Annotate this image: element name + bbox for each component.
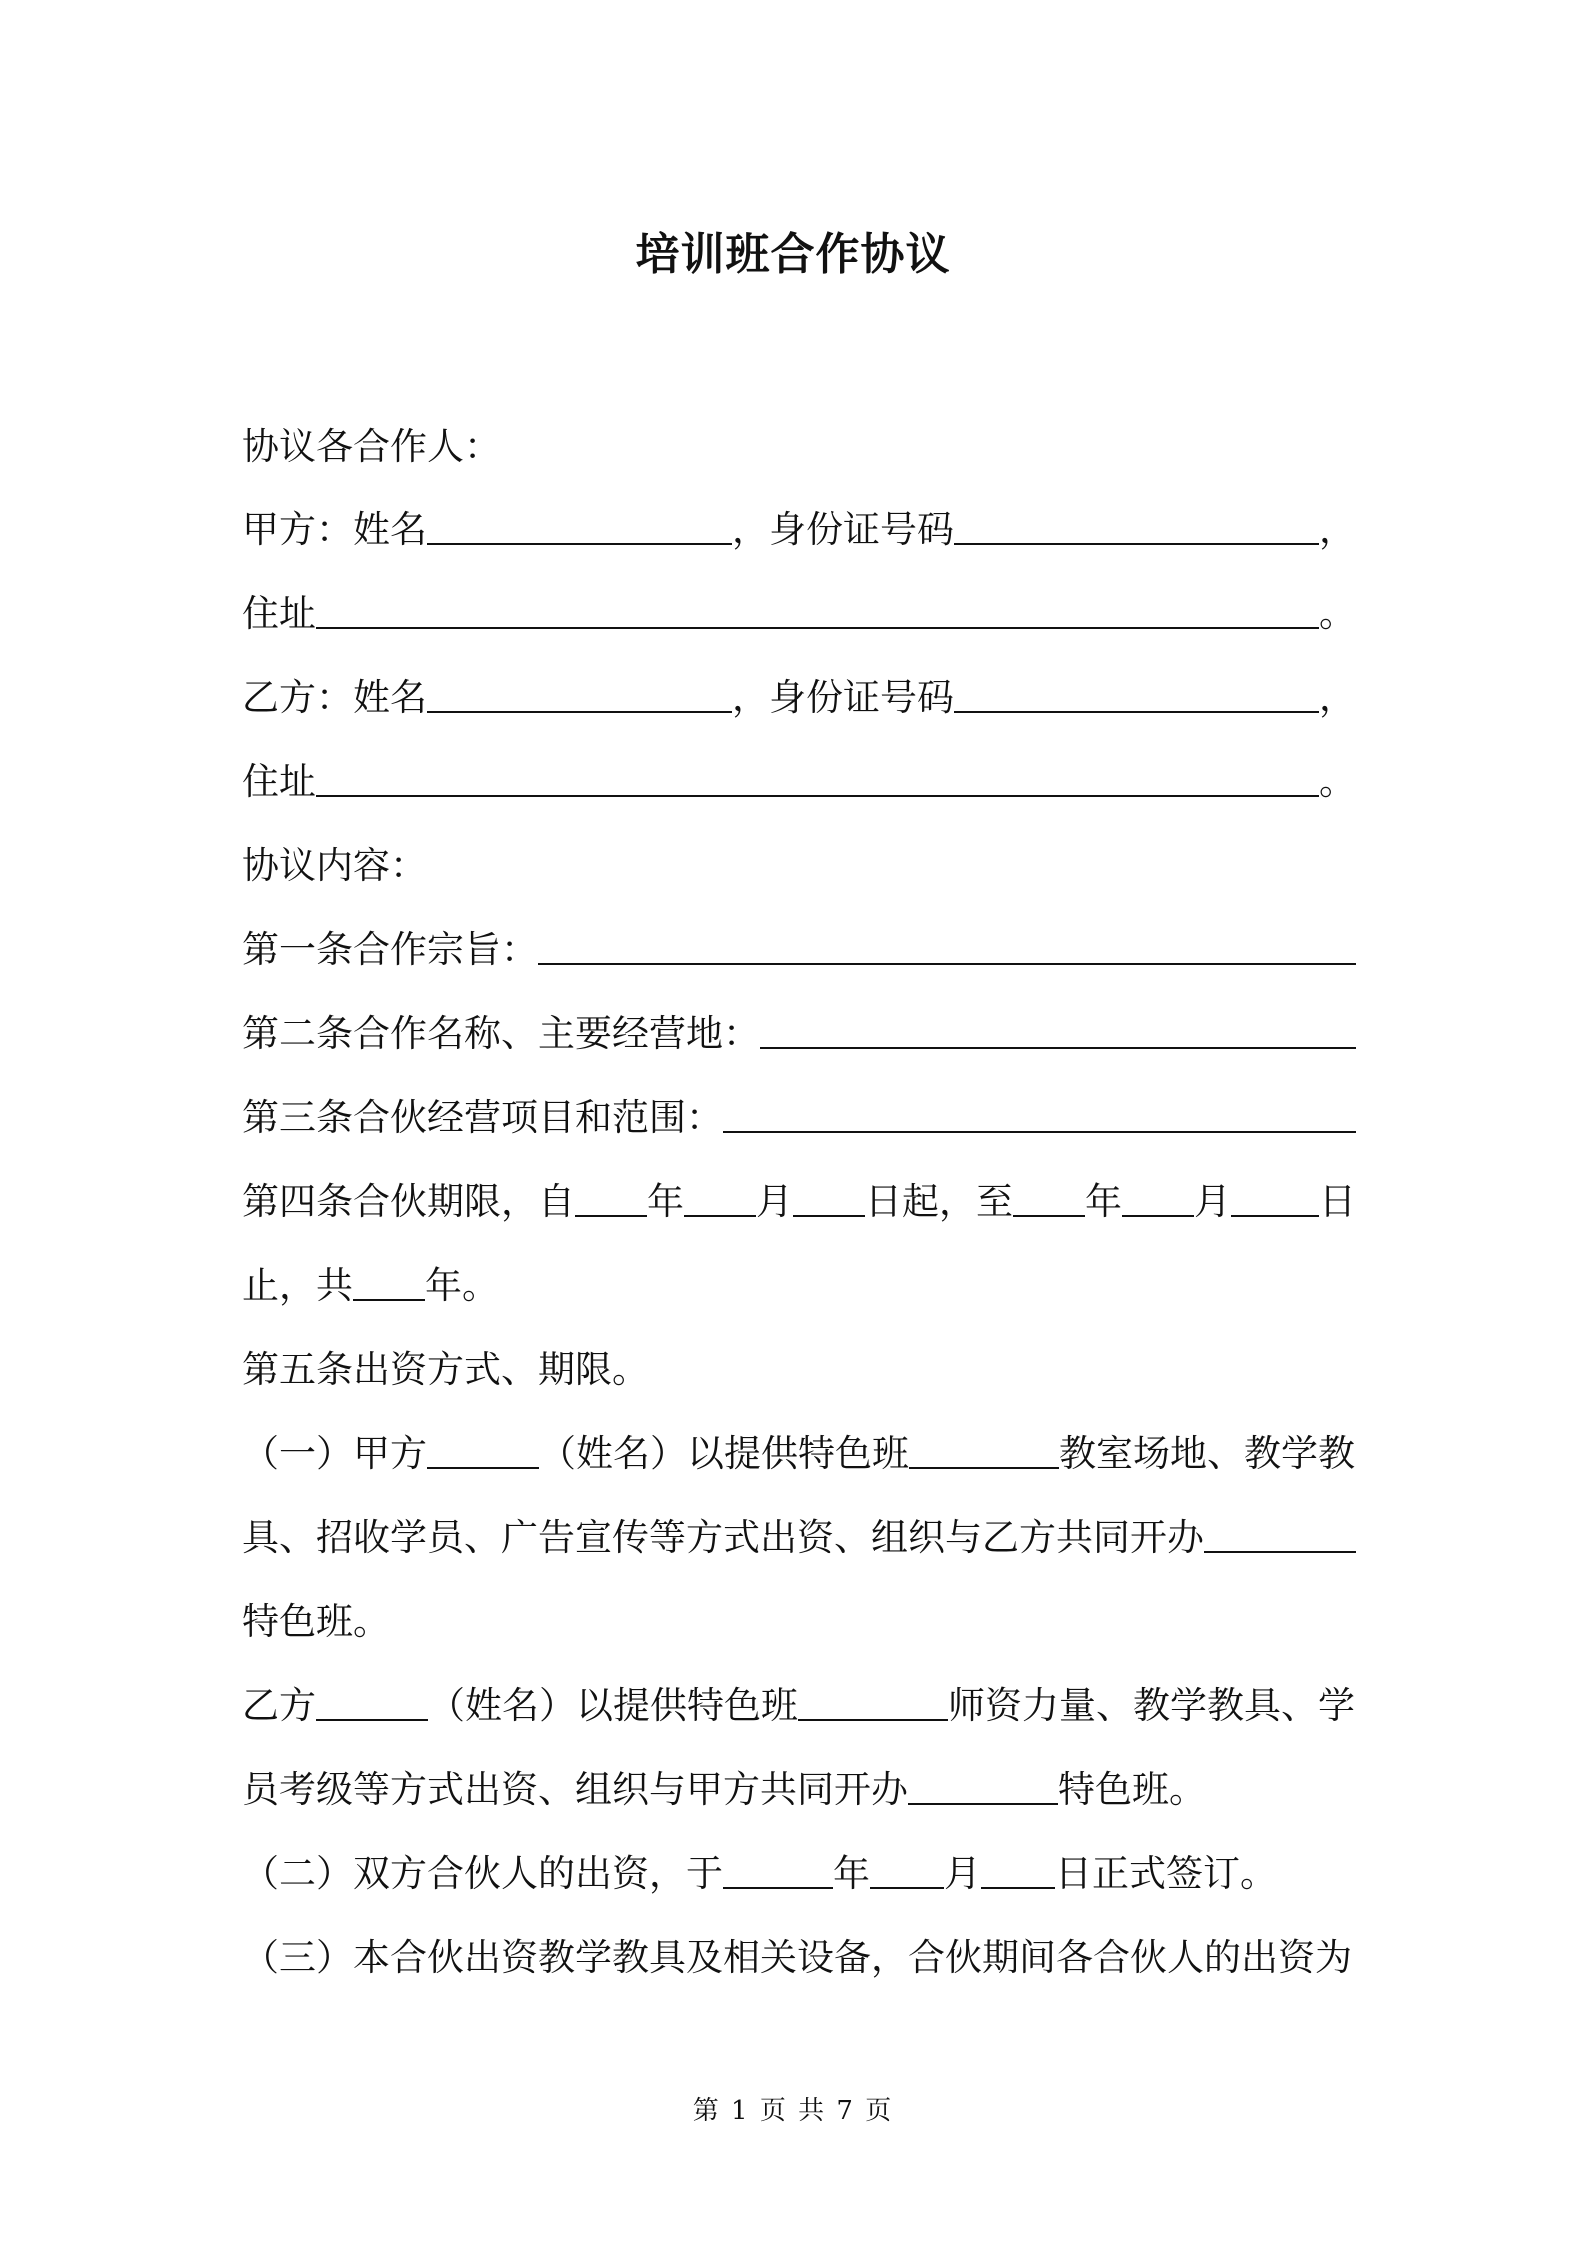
item-1-line-3: 特色班。 — [242, 1600, 390, 1643]
article-3: 第三条合伙经营项目和范围： — [242, 1076, 1356, 1136]
party-b-address-blank — [316, 795, 1319, 797]
article-1: 第一条合作宗旨： — [242, 908, 1356, 968]
party-a-line: 甲方：姓名 ，身份证号码 ， — [242, 508, 1356, 551]
article-5: 第五条出资方式、期限。 — [242, 1348, 649, 1391]
party-a-address-blank — [316, 627, 1319, 629]
party-b-line: 乙方：姓名 ，身份证号码 ， — [242, 676, 1356, 719]
party-a-address-line: 住址 。 — [242, 592, 1356, 635]
item-1b-line-2: 员考级等方式出资、组织与甲方共同开办 特色班。 — [242, 1768, 1206, 1811]
article-2: 第二条合作名称、主要经营地： — [242, 992, 1356, 1052]
total-years-blank — [353, 1299, 425, 1301]
content-heading: 协议内容： — [242, 844, 427, 887]
party-b-name-blank — [427, 711, 732, 713]
sign-month-blank — [870, 1887, 944, 1889]
article-4: 第四条合伙期限，自 年 月 日起，至 年 月 日 — [242, 1180, 1356, 1223]
item-1-class-blank — [909, 1467, 1059, 1469]
item-1: （一）甲方 （姓名）以提供特色班 教室场地、教学教 — [242, 1432, 1355, 1475]
party-b-id-blank — [954, 711, 1319, 713]
item-1-class-name-blank — [1204, 1551, 1356, 1553]
article-2-blank — [760, 1047, 1356, 1049]
page-footer: 第 1 页 共 7 页 — [692, 2096, 894, 2126]
item-1b: 乙方 （姓名）以提供特色班 师资力量、教学教具、学 — [242, 1684, 1355, 1727]
item-1b-class-blank — [798, 1719, 948, 1721]
party-b-address-line: 住址 。 — [242, 760, 1356, 803]
parties-heading: 协议各合作人： — [242, 425, 501, 468]
article-3-blank — [723, 1131, 1356, 1133]
start-month-blank — [684, 1215, 756, 1217]
document-title: 培训班合作协议 — [635, 229, 951, 280]
article-4-line-2: 止，共 年。 — [242, 1264, 499, 1307]
article-1-blank — [538, 963, 1356, 965]
end-day-blank — [1231, 1215, 1319, 1217]
item-3: （三）本合伙出资教学教具及相关设备，合伙期间各合伙人的出资为 — [242, 1936, 1352, 1979]
sign-year-blank — [723, 1887, 833, 1889]
end-year-blank — [1013, 1215, 1085, 1217]
item-2: （二）双方合伙人的出资，于 年 月 日正式签订。 — [242, 1852, 1277, 1895]
start-year-blank — [575, 1215, 647, 1217]
party-a-id-blank — [954, 543, 1319, 545]
item-1b-class-name-blank — [908, 1803, 1058, 1805]
end-month-blank — [1122, 1215, 1194, 1217]
start-day-blank — [793, 1215, 865, 1217]
party-a-name-blank — [427, 543, 732, 545]
item-1b-name-blank — [316, 1719, 428, 1721]
item-1-line-2: 具、招收学员、广告宣传等方式出资、组织与乙方共同开办 — [242, 1496, 1356, 1556]
item-1-name-blank — [427, 1467, 539, 1469]
sign-day-blank — [981, 1887, 1055, 1889]
